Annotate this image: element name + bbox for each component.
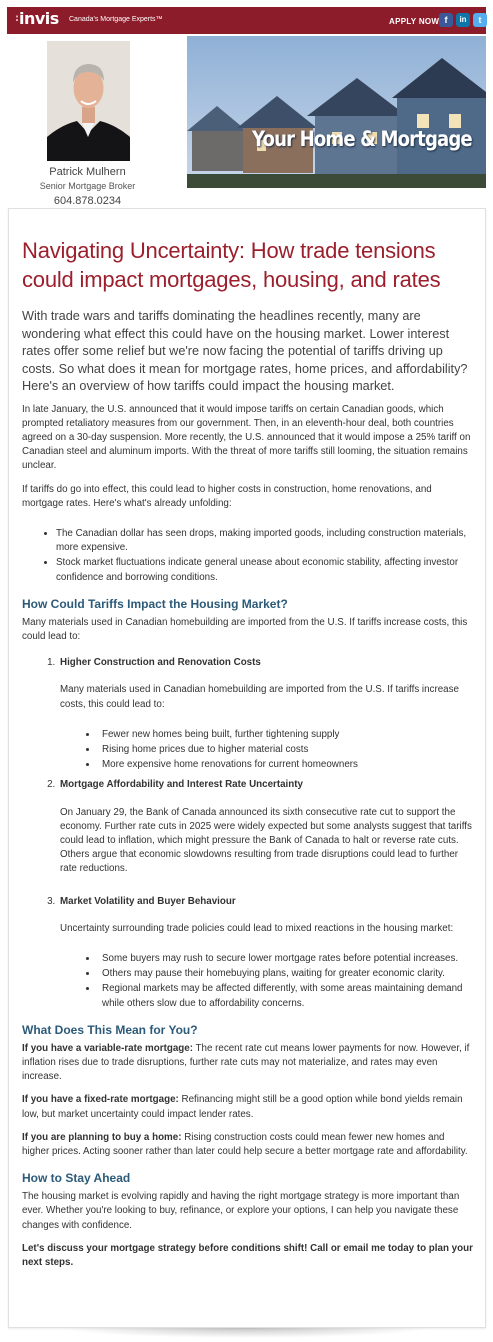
agent-title: Senior Mortgage Broker [39,181,136,191]
item-heading: 2. Mortgage Affordability and Interest Rate Uncertainty [60,779,303,791]
paragraph: In late January, the U.S. announced that it would impose tariffs on certain Canadian goods, which prompted retaliatory measures from our government. Then, in an eleventh-hour deal, both countries agreed on a 30-day suspension. More recently, the U.S. announced that it would impose a 25% tariff on Canadian steel and aluminum imports. With the threat of more tariffs still looming, the situation remains unclear. [22,403,471,472]
paragraph-text: The recent rate cut means lower payments for now. However, if inflation rises due to trade disruptions, further rate cuts may not materialize, and rates may even increase. [22,1042,470,1083]
section-heading: What Does This Mean for You? [22,1022,198,1037]
call-to-action: Let's discuss your mortgage strategy before conditions shift! Call or email me today to plan your next steps. [22,1242,473,1269]
twitter-icon[interactable]: t [473,13,487,27]
item-text: Uncertainty surrounding trade policies could lead to mixed reactions in the housing market: [60,922,454,934]
article-body [22,236,474,1270]
list-item: • Some buyers may rush to secure lower mortgage rates before potential increases. [98,952,474,966]
hero-title: Your Home & Mortgage [252,127,472,151]
paragraph-text: Rising construction costs could mean fewer new homes and higher prices. Acting sooner rather than later could help secure a better mortgage rate and affordability. [22,1131,468,1158]
section-heading: How to Stay Ahead [22,1171,131,1186]
sub-list [98,728,474,773]
paragraph-text: Refinancing might still be a good option while bond yields remain low, but market uncertainty could impact lender rates. [22,1094,463,1120]
paragraph-label: If you have a variable-rate mortgage: [22,1042,193,1054]
list-item: • Stock market fluctuations indicate general unease about economic stability, affecting investor confidence and borrowing conditions. [56,556,474,584]
agent-photo [47,41,130,161]
invis-logo[interactable]: :invis [15,9,59,28]
list-item: • Fewer new homes being built, further tightening supply [98,728,474,742]
section-heading: How Could Tariffs Impact the Housing Market? [22,596,288,611]
list-item: • Others may pause their homebuying plans, waiting for greater economic clarity. [98,967,474,981]
impact-list [22,656,474,1011]
apply-now-link[interactable]: APPLY NOW [389,17,440,26]
paragraph [22,1131,474,1159]
sub-list [98,952,474,1011]
article-title: Navigating Uncertainty: How trade tensions could impact mortgages, housing, and rates [22,238,441,292]
list-item [58,895,474,1011]
agent-phone[interactable]: 604.878.0234 [53,195,122,207]
card-shadow [60,1328,430,1338]
unfolding-list [38,527,474,585]
paragraph-label: If you are planning to buy a home: [22,1131,182,1143]
agent-name: Patrick Mulhern [49,166,126,178]
list-item [58,656,474,772]
item-heading: 3. Market Volatility and Buyer Behaviour [60,895,236,907]
logo-text: invis [19,9,59,28]
paragraph: The housing market is evolving rapidly and having the right mortgage strategy is more important than ever. Whether you're looking to buy, refinance, or explore your options, I can help you navigate these changes with confidence. [22,1191,460,1231]
paragraph-label: If you have a fixed-rate mortgage: [22,1094,179,1106]
hero-image [187,36,486,188]
paragraph [22,1042,474,1085]
list-item [58,778,474,876]
paragraph: If tariffs do go into effect, this could lead to higher costs in construction, home renovations, and mortgage rates. Here's what's already unfolding: [22,483,432,509]
item-text: On January 29, the Bank of Canada announced its sixth consecutive rate cut to support the economy. Further rate cuts in 2025 were widely expected but some analysts suggest that tariffs could lead to inflation, which might pressure the Bank of Canada to halt or reverse rate cuts. Others argue that economic slowdowns resulting from trade disruptions could lead to further rate reductions. [60,806,472,875]
item-text: Many materials used in Canadian homebuilding are imported from the U.S. If tariffs increase costs, this could lead to: [60,684,459,710]
paragraph [22,1093,474,1121]
top-banner [7,7,486,34]
paragraph: Many materials used in Canadian homebuilding are imported from the U.S. If tariffs increase costs, this could lead to: [22,616,468,642]
facebook-icon[interactable]: f [439,13,453,27]
lead-paragraph: With trade wars and tariffs dominating the headlines recently, many are wondering what effect this could have on the housing market. Lower interest rates offer some relief but we're now facing the potential of tariffs driving up costs. So what does it mean for mortgage rates, home prices, and affordability? Here's an overview of how tariffs could impact the housing market. [22,309,468,393]
list-item: • Rising home prices due to higher material costs [98,743,474,757]
linkedin-icon[interactable]: in [456,13,470,27]
list-item: • Regional markets may be affected differently, with some areas maintaining demand while others slow due to affordability concerns. [98,982,474,1010]
tagline: Canada's Mortgage Experts™ [69,16,163,23]
list-item: • More expensive home renovations for current homeowners [98,758,474,772]
item-heading: 1. Higher Construction and Renovation Costs [60,657,261,669]
list-item: • The Canadian dollar has seen drops, making imported goods, including construction materials, more expensive. [56,527,474,555]
